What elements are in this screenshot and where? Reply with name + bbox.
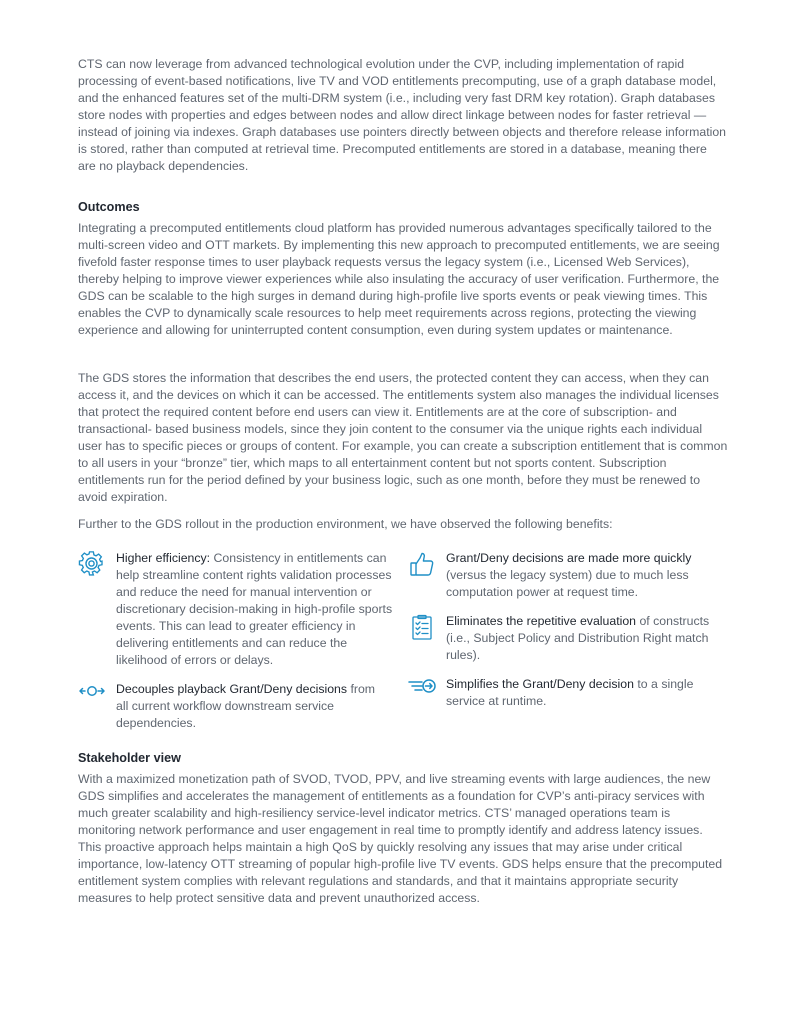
benefit-quickly-title: Grant/Deny decisions are made more quickly [446,551,692,565]
outcomes-paragraph-1: Integrating a precomputed entitlements cloud platform has provided numerous advantages specifically tailored to the multi-screen video and OTT markets. By implementing this new approach to precomputed entitlements, we are seeing fivefold faster response times to user playback requests versus the legacy system (i.e., Licensed Web Services), thereby helping to improve viewer experiences while also insulating the accuracy of user verification. Furthermore, the GDS can be scalable to the high surges in demand during high-profile live sports events or peak viewing times. This enables the CVP to dynamically scale resources to help meet requirements across regions, protecting the viewing experience and allowing for uninterrupted content consumption, even during system updates or maintenance. [78,221,720,337]
benefit-decouples [78,681,398,736]
benefit-eliminates [408,613,728,668]
checklist-icon [408,613,436,641]
decouple-arrows-icon [78,681,106,709]
gear-icon [78,550,106,578]
benefit-efficiency [78,550,398,675]
benefit-quickly-text: (versus the legacy system) due to much less computation power at request time. [446,568,689,599]
stakeholder-paragraph: With a maximized monetization path of SVOD, TVOD, PPV, and live streaming events with large audiences, the new GDS simplifies and accelerates the management of entitlements as a foundation for CVP’s anti-piracy services with much greater scalability and high-resiliency service-level indicator metrics. CTS’ managed operations team is monitoring network performance and user engagement in real time to promptly identify and address latency issues. This proactive approach helps maintain a high QoS by quickly resolving any issues that may arise under critical importance, low-latency OTT streaming of popular high-profile live TV events. GDS helps ensure that the precomputed entitlement system complies with relevant regulations and standards, and that it maintains appropriate security measures to help protect sensitive data and prevent unauthorized access. [78,772,723,905]
thumbs-up-icon [408,550,436,578]
outcomes-heading: Outcomes [78,200,140,214]
outcomes-paragraph-3: Further to the GDS rollout in the production environment, we have observed the following benefits: [78,517,613,531]
benefit-decouples-title: Decouples playback Grant/Deny decisions [116,682,348,696]
stakeholder-heading: Stakeholder view [78,751,181,765]
benefit-decouples-text: from all current workflow downstream service dependencies. [116,682,376,730]
arrow-circle-icon [408,676,436,704]
outcomes-paragraph-2: The GDS stores the information that describes the end users, the protected content they can access, when they can access it, and the devices on which it can be accessed. The entitlements system also manages the individual licenses that protect the required content before end users can view it. Entitlements are at the core of subscription- and transactional- based business models, since they join content to the consumer via the unique rights each individual user has to specific pieces or groups of content. For example, you can create a subscription entitlement that is common to all users in your “bronze” tier, which maps to all entertainment content but not sports content. Subscription entitlements run for the period defined by your business logic, such as one month, before they must be renewed to avoid expiration. [78,371,728,504]
benefit-efficiency-text: Consistency in entitlements can help streamline content rights validation processes and reduce the need for manual intervention or discretionary decision-making in high-profile sports events. This can lead to greater efficiency in delivering entitlements and can reduce the likelihood of errors or delays. [116,551,393,667]
benefit-eliminates-title: Eliminates the repetitive evaluation [446,614,637,628]
benefit-efficiency-title: Higher efficiency: [116,551,211,565]
intro-paragraph: CTS can now leverage from advanced technological evolution under the CVP, including implementation of rapid processing of event-based notifications, live TV and VOD entitlements precomputing, use of a graph database model, and the enhanced features set of the multi-DRM system (i.e., including very fast DRM key rotation). Graph databases store nodes with properties and edges between nodes and allow direct linkage between nodes for faster retrieval — instead of joining via indexes. Graph databases use pointers directly between objects and therefore release information is stored, rather than computed at retrieval time. Precomputed entitlements are stored in a database, meaning there are no playback dependencies. [78,57,727,173]
benefit-quickly [408,550,728,605]
benefit-simplifies-title: Simplifies the Grant/Deny decision [446,677,634,691]
benefit-simplifies-text: to a single service at runtime. [446,677,694,708]
benefit-eliminates-text: of constructs (i.e., Subject Policy and Distribution Right match rules). [446,614,710,662]
benefit-simplifies [408,676,728,714]
